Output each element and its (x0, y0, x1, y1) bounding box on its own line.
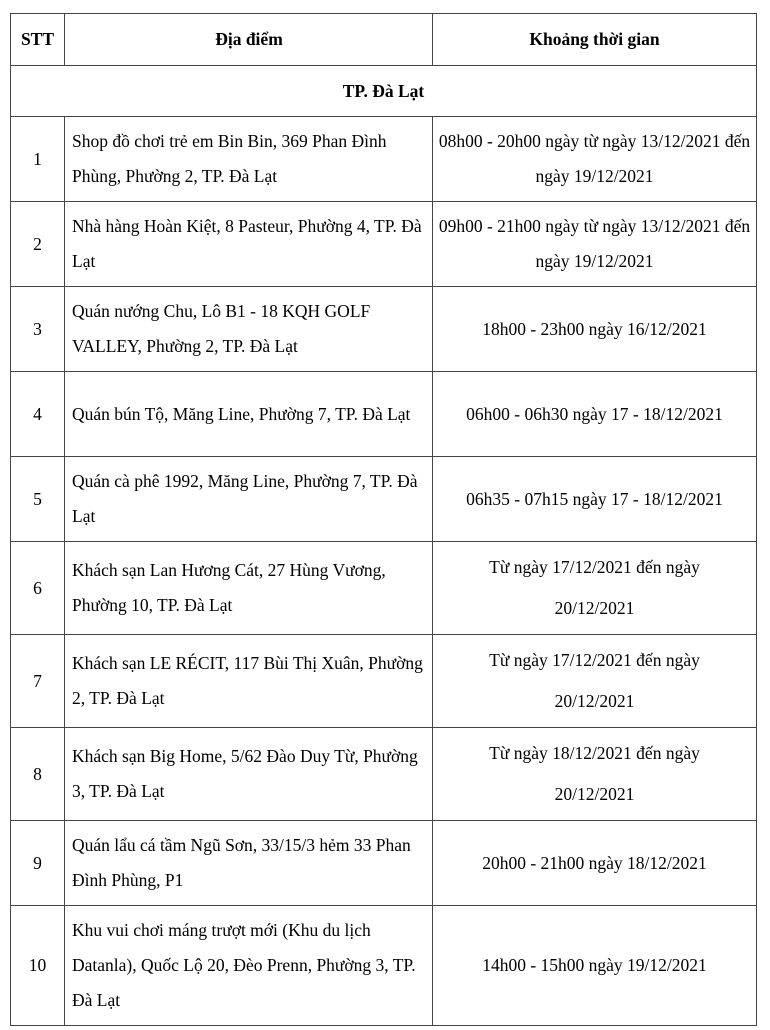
table-row (11, 117, 757, 202)
row-time: 14h00 - 15h00 ngày 19/12/2021 (433, 906, 757, 1026)
row-time: 20h00 - 21h00 ngày 18/12/2021 (433, 821, 757, 906)
row-location: Khách sạn Lan Hương Cát, 27 Hùng Vương, Phường 10, TP. Đà Lạt (65, 542, 433, 635)
row-time: Từ ngày 17/12/2021 đến ngày 20/12/2021 (433, 542, 757, 635)
row-location: Shop đồ chơi trẻ em Bin Bin, 369 Phan Đình Phùng, Phường 2, TP. Đà Lạt (65, 117, 433, 202)
section-row (11, 66, 757, 117)
header-time: Khoảng thời gian (433, 14, 757, 66)
row-stt: 2 (11, 202, 65, 287)
row-location: Khách sạn LE RÉCIT, 117 Bùi Thị Xuân, Phường 2, TP. Đà Lạt (65, 635, 433, 728)
row-stt: 3 (11, 287, 65, 372)
locations-table (10, 13, 757, 1026)
table-row (11, 202, 757, 287)
row-time: Từ ngày 17/12/2021 đến ngày 20/12/2021 (433, 635, 757, 728)
row-time: 08h00 - 20h00 ngày từ ngày 13/12/2021 đến ngày 19/12/2021 (433, 117, 757, 202)
row-time: 09h00 - 21h00 ngày từ ngày 13/12/2021 đến ngày 19/12/2021 (433, 202, 757, 287)
table-row (11, 635, 757, 728)
row-location: Quán cà phê 1992, Măng Line, Phường 7, TP. Đà Lạt (65, 457, 433, 542)
table-row (11, 821, 757, 906)
row-time: 06h00 - 06h30 ngày 17 - 18/12/2021 (433, 372, 757, 457)
header-stt: STT (11, 14, 65, 66)
row-location: Quán bún Tộ, Măng Line, Phường 7, TP. Đà Lạt (65, 372, 433, 457)
row-stt: 5 (11, 457, 65, 542)
row-stt: 1 (11, 117, 65, 202)
row-stt: 9 (11, 821, 65, 906)
row-stt: 10 (11, 906, 65, 1026)
row-time: Từ ngày 18/12/2021 đến ngày 20/12/2021 (433, 728, 757, 821)
header-location: Địa điểm (65, 14, 433, 66)
table-row (11, 457, 757, 542)
row-stt: 8 (11, 728, 65, 821)
row-location: Nhà hàng Hoàn Kiệt, 8 Pasteur, Phường 4, TP. Đà Lạt (65, 202, 433, 287)
table-row (11, 372, 757, 457)
row-time: 06h35 - 07h15 ngày 17 - 18/12/2021 (433, 457, 757, 542)
section-title: TP. Đà Lạt (11, 66, 757, 117)
row-location: Khách sạn Big Home, 5/62 Đào Duy Từ, Phường 3, TP. Đà Lạt (65, 728, 433, 821)
table-row (11, 906, 757, 1026)
row-stt: 7 (11, 635, 65, 728)
row-location: Quán nướng Chu, Lô B1 - 18 KQH GOLF VALLEY, Phường 2, TP. Đà Lạt (65, 287, 433, 372)
row-stt: 4 (11, 372, 65, 457)
table-row (11, 542, 757, 635)
table-row (11, 728, 757, 821)
row-stt: 6 (11, 542, 65, 635)
header-row (11, 14, 757, 66)
row-location: Quán lẩu cá tầm Ngũ Sơn, 33/15/3 hẻm 33 Phan Đình Phùng, P1 (65, 821, 433, 906)
table-row (11, 287, 757, 372)
row-location: Khu vui chơi máng trượt mới (Khu du lịch Datanla), Quốc Lộ 20, Đèo Prenn, Phường 3, TP. Đà Lạt (65, 906, 433, 1026)
row-time: 18h00 - 23h00 ngày 16/12/2021 (433, 287, 757, 372)
